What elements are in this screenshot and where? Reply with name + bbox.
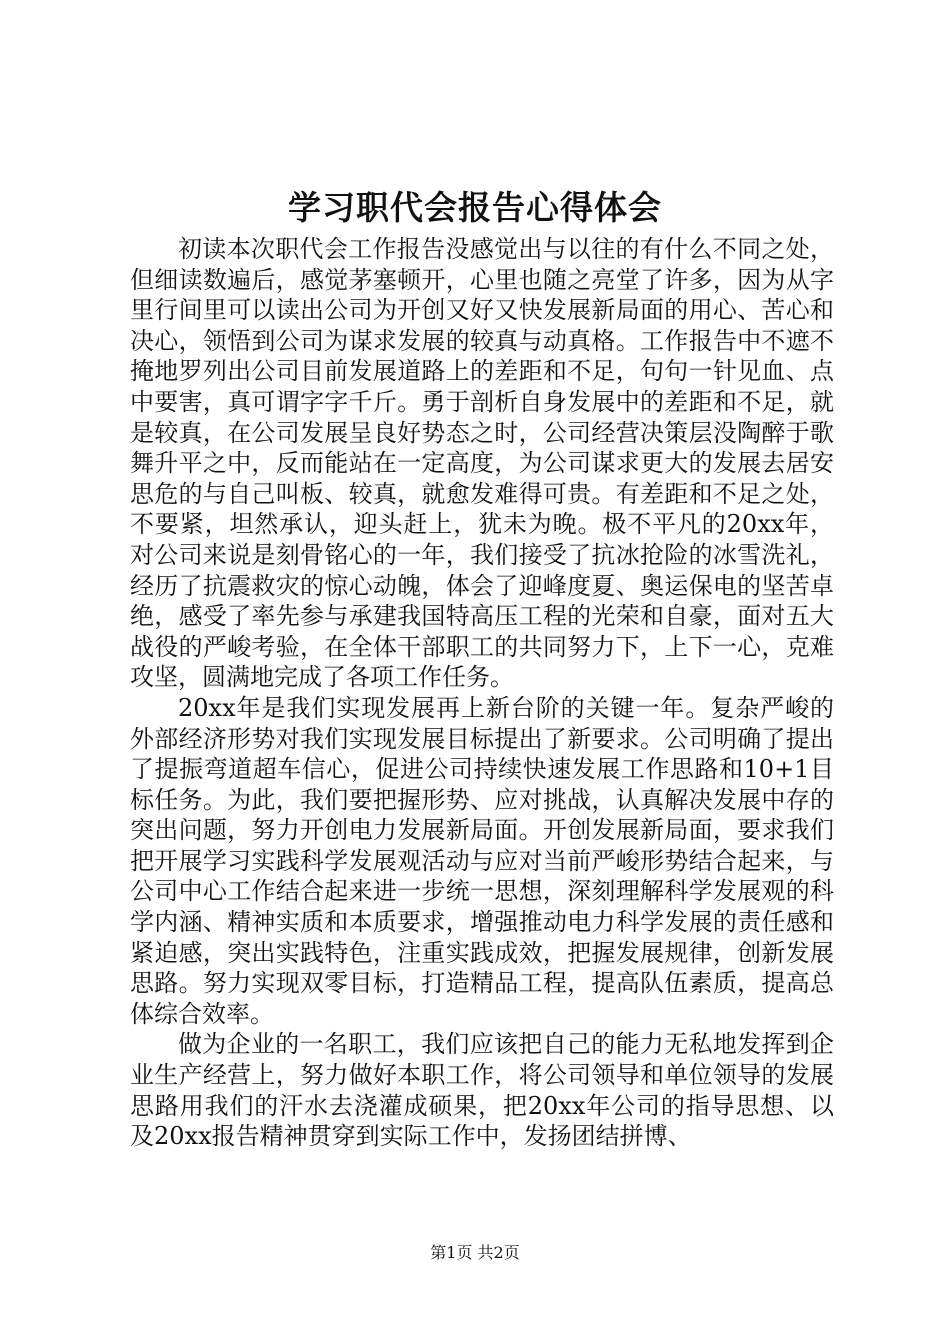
paragraph-2: 20xx年是我们实现发展再上新台阶的关键一年。复杂严峻的外部经济形势对我们实现发展目标提出了新要求。公司明确了提出了提振弯道超车信心，促进公司持续快速发展工作思路和10+1目标任务。为此，我们要把握形势、应对挑战，认真解决发展中存的突出问题，努力开创电力发展新局面。开创发展新局面，要求我们把开展学习实践科学发展观活动与应对当前严峻形势结合起来，与公司中心工作结合起来进一步统一思想，深刻理解科学发展观的科学内涵、精神实质和本质要求，增强推动电力科学发展的责任感和紧迫感，突出实践特色，注重实践成效，把握发展规律，创新发展思路。努力实现双零目标，打造精品工程，提高队伍素质，提高总体综合效率。 [130, 693, 834, 1028]
paragraph-1: 初读本次职代会工作报告没感觉出与以往的有什么不同之处，但细读数遍后，感觉茅塞顿开，心里也随之亮堂了许多，因为从字里行间里可以读出公司为开创又好又快发展新局面的用心、苦心和决心，领悟到公司为谋求发展的较真与动真格。工作报告中不遮不掩地罗列出公司目前发展道路上的差距和不足，句句一针见血、点中要害，真可谓字字千斤。勇于剖析自身发展中的差距和不足，就是较真，在公司发展呈良好势态之时，公司经营决策层没陶醉于歌舞升平之中，反而能站在一定高度，为公司谋求更大的发展去居安思危的与自己叫板、较真，就愈发难得可贵。有差距和不足之处，不要紧，坦然承认，迎头赶上，犹未为晚。极不平凡的20xx年，对公司来说是刻骨铭心的一年，我们接受了抗冰抢险的冰雪洗礼，经历了抗震救灾的惊心动魄，体会了迎峰度夏、奥运保电的坚苦卓绝，感受了率先参与承建我国特高压工程的光荣和自豪，面对五大战役的严峻考验，在全体干部职工的共同努力下，上下一心，克难攻坚，圆满地完成了各项工作任务。 [130, 235, 834, 692]
document-title: 学习职代会报告心得体会 [288, 188, 662, 227]
document-body [130, 234, 834, 1152]
paragraph-3: 做为企业的一名职工，我们应该把自己的能力无私地发挥到企业生产经营上，努力做好本职工作，将公司领导和单位领导的发展思路用我们的汗水去浇灌成硕果，把20xx年公司的指导思想、以及20xx报告精神贯穿到实际工作中，发扬团结拼博、 [130, 1030, 834, 1151]
page-footer: 第1页 共2页 [430, 1243, 520, 1262]
